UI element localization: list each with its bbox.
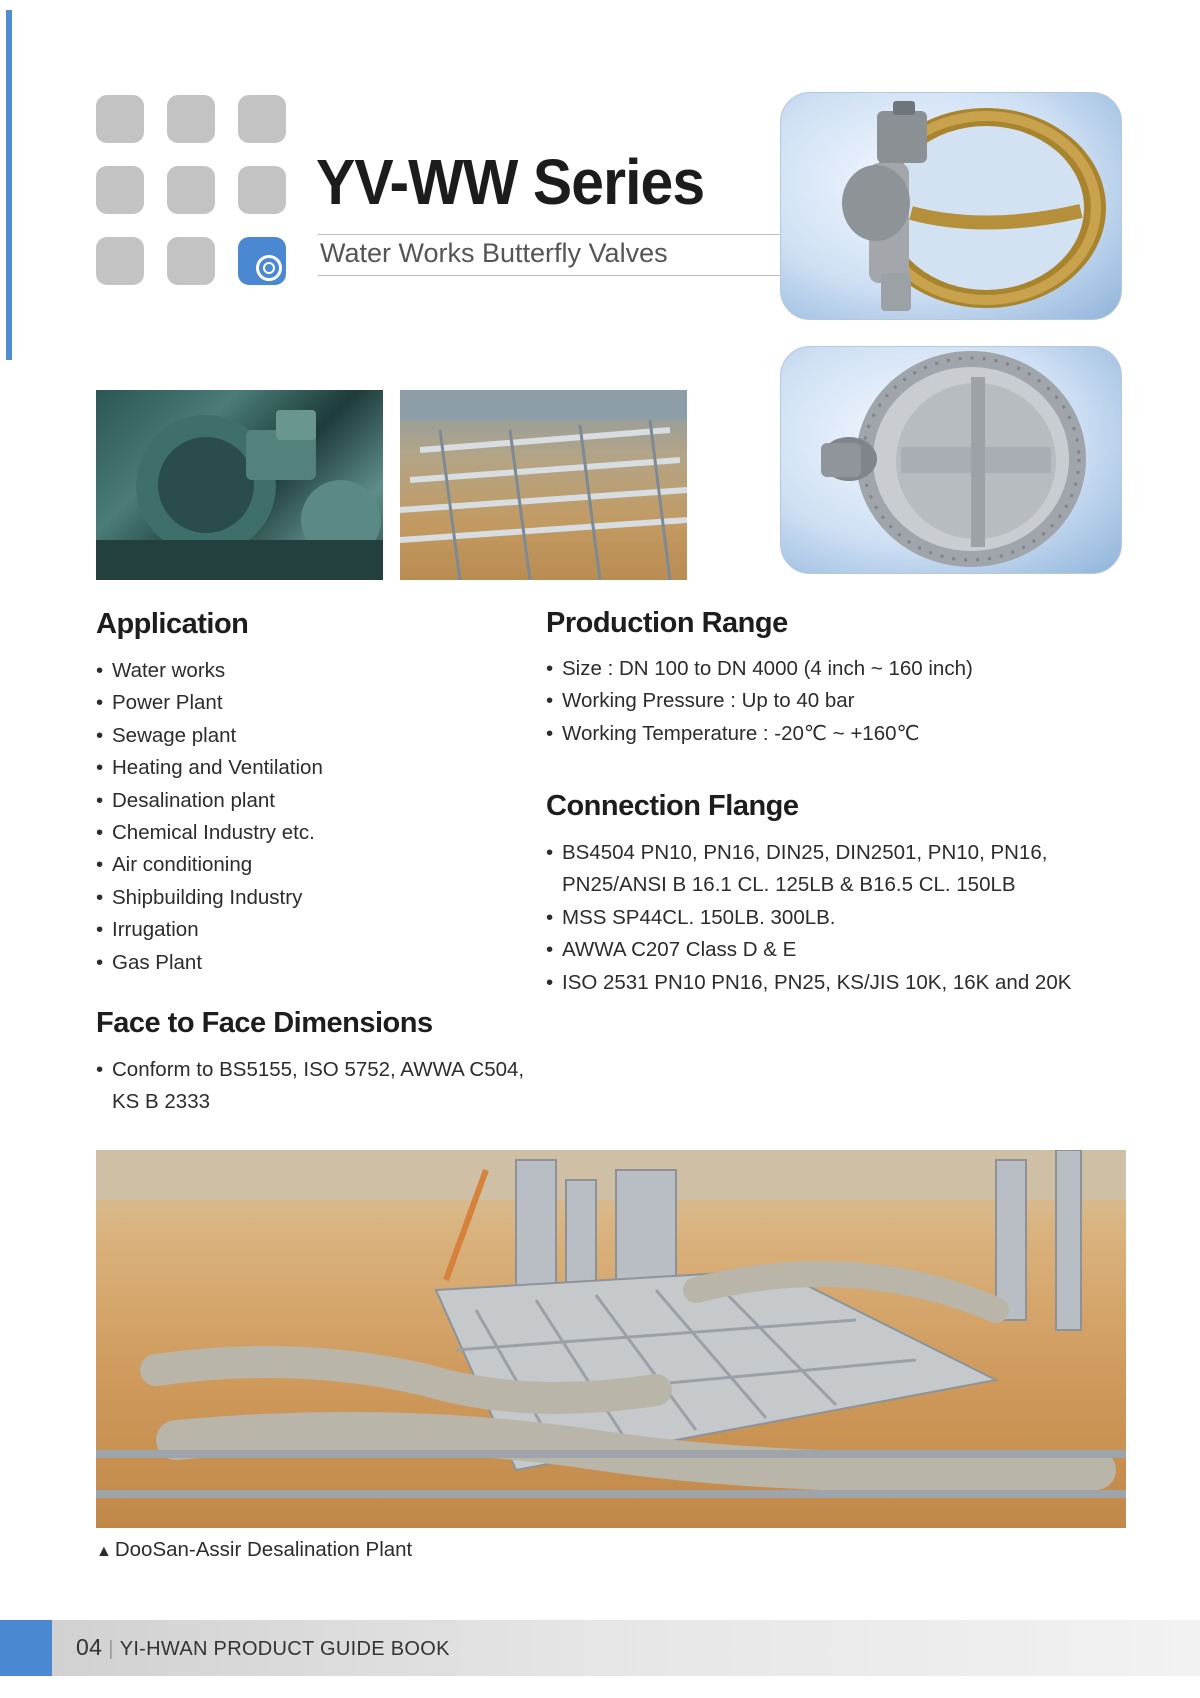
list-item: • Air conditioning — [96, 849, 323, 881]
title-divider — [318, 234, 788, 235]
list-item: • Desalination plant — [96, 785, 323, 817]
connection-flange-heading: Connection Flange — [546, 790, 799, 822]
list-item: • Heating and Ventilation — [96, 752, 323, 784]
list-item: • MSS SP44CL. 150LB. 300LB. — [546, 902, 1071, 934]
face-to-face-heading: Face to Face Dimensions — [96, 1007, 433, 1039]
footer-accent — [0, 1620, 52, 1676]
list-item: • BS4504 PN10, PN16, DIN25, DIN2501, PN10, PN16, — [546, 837, 1071, 869]
desalination-aerial-photo — [400, 390, 687, 580]
desalination-plant-photo — [96, 1150, 1126, 1528]
list-item: • Working Temperature : -20℃ ~ +160℃ — [546, 718, 973, 750]
list-item: • Power Plant — [96, 687, 323, 719]
connection-flange-list — [546, 837, 1071, 999]
list-item: • Working Pressure : Up to 40 bar — [546, 685, 973, 717]
grid-square — [238, 166, 286, 214]
production-range-list — [546, 653, 973, 750]
logo-square-grid — [96, 95, 286, 285]
grid-square — [167, 166, 215, 214]
grid-square — [96, 95, 144, 143]
valve-photo-disc — [780, 346, 1122, 574]
caption-text: DooSan-Assir Desalination Plant — [114, 1538, 413, 1561]
footer-separator: | — [108, 1638, 114, 1660]
list-item: • ISO 2531 PN10 PN16, PN25, KS/JIS 10K, 16K and 20K — [546, 967, 1071, 999]
grid-square — [167, 95, 215, 143]
grid-square — [167, 237, 215, 285]
list-item: • Gas Plant — [96, 947, 323, 979]
list-item: • Conform to BS5155, ISO 5752, AWWA C504, — [96, 1054, 524, 1086]
production-range-heading: Production Range — [546, 607, 788, 639]
book-title: YI-HWAN PRODUCT GUIDE BOOK — [119, 1638, 450, 1660]
valve-photo-actuator — [780, 92, 1122, 320]
application-list — [96, 655, 323, 979]
face-to-face-list — [96, 1054, 524, 1119]
application-heading: Application — [96, 608, 249, 640]
list-item: • AWWA C207 Class D & E — [546, 934, 1071, 966]
target-icon — [238, 237, 286, 285]
photo-caption — [96, 1538, 412, 1562]
grid-square — [238, 95, 286, 143]
list-item: • Sewage plant — [96, 720, 323, 752]
list-item-text: KS B 2333 — [112, 1090, 211, 1114]
left-edge-accent — [6, 10, 12, 360]
grid-square — [96, 166, 144, 214]
list-item: • Irrugation — [96, 914, 323, 946]
footer — [76, 1634, 450, 1661]
list-item-continuation — [546, 869, 1071, 901]
list-item-text: PN25/ANSI B 16.1 CL. 125LB & B16.5 CL. 150LB — [562, 873, 1016, 897]
list-item: • Chemical Industry etc. — [96, 817, 323, 849]
valve-installation-photo — [96, 390, 383, 580]
subtitle-divider — [318, 275, 788, 276]
series-subtitle: Water Works Butterfly Valves — [320, 238, 668, 268]
triangle-up-icon: ▲ — [96, 1543, 112, 1560]
page-number: 04 — [76, 1634, 103, 1660]
series-title: YV-WW Series — [316, 146, 705, 218]
list-item-continuation — [96, 1086, 524, 1118]
list-item: • Water works — [96, 655, 323, 687]
grid-square — [96, 237, 144, 285]
list-item: • Size : DN 100 to DN 4000 (4 inch ~ 160 inch) — [546, 653, 973, 685]
list-item: • Shipbuilding Industry — [96, 882, 323, 914]
